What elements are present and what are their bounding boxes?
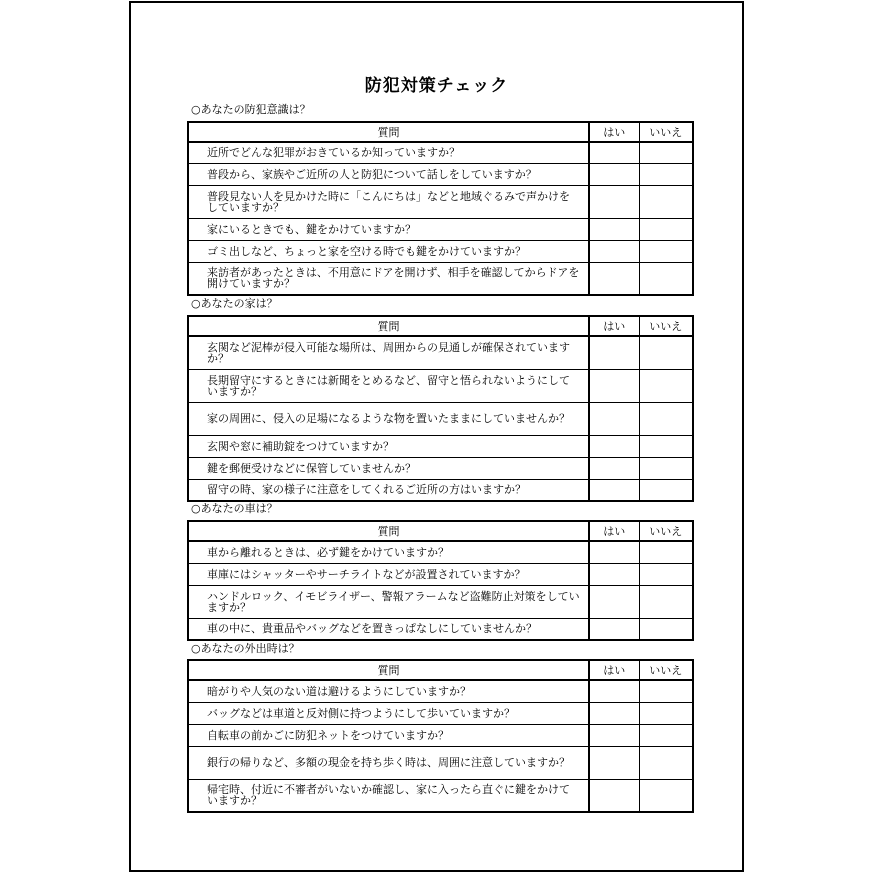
section-label-awareness: ○あなたの防犯意識は？	[191, 103, 311, 116]
question-text: 車の中に、貴重品やバッグなどを置きっぱなしにしていませんか？	[188, 618, 589, 640]
no-checkbox-cell[interactable]	[639, 680, 693, 702]
yes-checkbox-cell[interactable]	[589, 336, 639, 369]
header-yes: はい	[589, 521, 639, 541]
yes-checkbox-cell[interactable]	[589, 402, 639, 435]
yes-checkbox-cell[interactable]	[589, 218, 639, 240]
no-checkbox-cell[interactable]	[639, 563, 693, 585]
checklist-table-car	[187, 520, 694, 641]
no-checkbox-cell[interactable]	[639, 779, 693, 812]
question-text: 自転車の前かごに防犯ネットをつけていますか？	[188, 724, 589, 746]
yes-checkbox-cell[interactable]	[589, 262, 639, 295]
question-text: 近所でどんな犯罪がおきているか知っていますか？	[188, 142, 589, 163]
header-yes: はい	[589, 122, 639, 142]
question-text: ゴミ出しなど、ちょっと家を空ける時でも鍵をかけていますか？	[188, 240, 589, 262]
question-text: 家の周囲に、侵入の足場になるような物を置いたままにしていませんか？	[188, 402, 589, 435]
yes-checkbox-cell[interactable]	[589, 457, 639, 479]
section-label-home: ○あなたの家は？	[191, 297, 278, 310]
question-text: バッグなどは車道と反対側に持つようにして歩いていますか？	[188, 702, 589, 724]
yes-checkbox-cell[interactable]	[589, 618, 639, 640]
header-question: 質問	[188, 521, 589, 541]
no-checkbox-cell[interactable]	[639, 262, 693, 295]
yes-checkbox-cell[interactable]	[589, 369, 639, 402]
document-page	[129, 1, 744, 872]
page-title: 防犯対策チェック	[364, 76, 509, 96]
checklist-table-awareness	[187, 121, 694, 296]
yes-checkbox-cell[interactable]	[589, 479, 639, 501]
question-text: 帰宅時、付近に不審者がいないか確認し、家に入ったら直ぐに鍵をかけていますか？	[188, 779, 589, 812]
no-checkbox-cell[interactable]	[639, 142, 693, 163]
question-text: 車から離れるときは、必ず鍵をかけていますか？	[188, 541, 589, 563]
yes-checkbox-cell[interactable]	[589, 724, 639, 746]
header-yes: はい	[589, 660, 639, 680]
yes-checkbox-cell[interactable]	[589, 702, 639, 724]
checklist-table-home	[187, 315, 694, 502]
header-no: いいえ	[639, 521, 693, 541]
yes-checkbox-cell[interactable]	[589, 541, 639, 563]
no-checkbox-cell[interactable]	[639, 163, 693, 185]
yes-checkbox-cell[interactable]	[589, 563, 639, 585]
question-text: 来訪者があったときは、不用意にドアを開けず、相手を確認してからドアを開けていますか？	[188, 262, 589, 295]
question-text: ハンドルロック、イモビライザー、警報アラームなど盗難防止対策をしていますか？	[188, 585, 589, 618]
no-checkbox-cell[interactable]	[639, 479, 693, 501]
yes-checkbox-cell[interactable]	[589, 779, 639, 812]
header-question: 質問	[188, 316, 589, 336]
no-checkbox-cell[interactable]	[639, 702, 693, 724]
no-checkbox-cell[interactable]	[639, 336, 693, 369]
yes-checkbox-cell[interactable]	[589, 680, 639, 702]
yes-checkbox-cell[interactable]	[589, 585, 639, 618]
question-text: 玄関など泥棒が侵入可能な場所は、周囲からの見通しが確保されていますか？	[188, 336, 589, 369]
no-checkbox-cell[interactable]	[639, 402, 693, 435]
question-text: 長期留守にするときには新聞をとめるなど、留守と悟られないようにしていますか？	[188, 369, 589, 402]
no-checkbox-cell[interactable]	[639, 724, 693, 746]
question-text: 留守の時、家の様子に注意をしてくれるご近所の方はいますか？	[188, 479, 589, 501]
header-question: 質問	[188, 122, 589, 142]
no-checkbox-cell[interactable]	[639, 457, 693, 479]
no-checkbox-cell[interactable]	[639, 746, 693, 779]
header-no: いいえ	[639, 660, 693, 680]
no-checkbox-cell[interactable]	[639, 618, 693, 640]
no-checkbox-cell[interactable]	[639, 185, 693, 218]
yes-checkbox-cell[interactable]	[589, 142, 639, 163]
question-text: 銀行の帰りなど、多額の現金を持ち歩く時は、周囲に注意していますか？	[188, 746, 589, 779]
yes-checkbox-cell[interactable]	[589, 185, 639, 218]
yes-checkbox-cell[interactable]	[589, 240, 639, 262]
question-text: 玄関や窓に補助錠をつけていますか？	[188, 435, 589, 457]
checklist-table-outing	[187, 659, 694, 813]
question-text: 家にいるときでも、鍵をかけていますか？	[188, 218, 589, 240]
no-checkbox-cell[interactable]	[639, 541, 693, 563]
no-checkbox-cell[interactable]	[639, 369, 693, 402]
section-label-car: ○あなたの車は？	[191, 502, 278, 515]
no-checkbox-cell[interactable]	[639, 435, 693, 457]
question-text: 普段から、家族やご近所の人と防犯について話しをしていますか？	[188, 163, 589, 185]
yes-checkbox-cell[interactable]	[589, 163, 639, 185]
yes-checkbox-cell[interactable]	[589, 746, 639, 779]
section-label-outing: ○あなたの外出時は？	[191, 642, 300, 655]
question-text: 鍵を郵便受けなどに保管していませんか？	[188, 457, 589, 479]
question-text: 暗がりや人気のない道は避けるようにしていますか？	[188, 680, 589, 702]
yes-checkbox-cell[interactable]	[589, 435, 639, 457]
header-no: いいえ	[639, 316, 693, 336]
question-text: 普段見ない人を見かけた時に「こんにちは」などと地域ぐるみで声かけをしていますか？	[188, 185, 589, 218]
header-yes: はい	[589, 316, 639, 336]
header-no: いいえ	[639, 122, 693, 142]
no-checkbox-cell[interactable]	[639, 585, 693, 618]
no-checkbox-cell[interactable]	[639, 218, 693, 240]
no-checkbox-cell[interactable]	[639, 240, 693, 262]
question-text: 車庫にはシャッターやサーチライトなどが設置されていますか？	[188, 563, 589, 585]
header-question: 質問	[188, 660, 589, 680]
